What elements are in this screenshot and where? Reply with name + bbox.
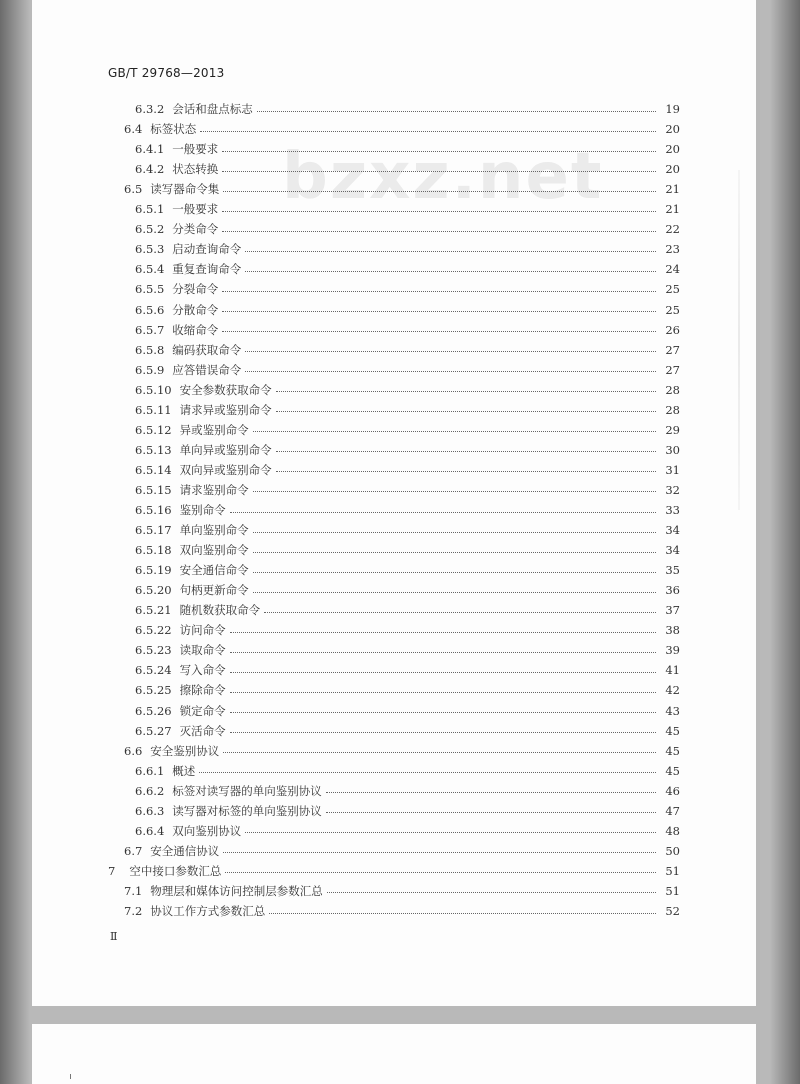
toc-entry-page: 52	[665, 904, 680, 918]
toc-leader-dots	[253, 592, 656, 593]
toc-entry-title: 安全通信协议	[150, 843, 220, 858]
toc-entry-title: 擦除命令	[179, 683, 226, 698]
toc-leader-dots	[245, 251, 656, 252]
toc-entry-title: 锁定命令	[179, 703, 226, 718]
toc-leader-dots	[245, 271, 656, 272]
toc-entry[interactable]	[135, 721, 680, 741]
toc-leader-dots	[253, 491, 656, 492]
toc-entry-title: 标签状态	[150, 122, 197, 137]
toc-entry-number: 6.5.3	[135, 242, 165, 257]
toc-entry-number: 6.5.8	[135, 342, 165, 357]
toc-entry-number: 6.5.5	[135, 282, 165, 297]
toc-entry-number: 6.5.19	[135, 563, 172, 578]
toc-leader-dots	[276, 471, 656, 472]
toc-entry-number: 6.5.22	[135, 623, 172, 638]
toc-leader-dots	[245, 371, 656, 372]
toc-entry-title: 请求异或鉴别命令	[179, 402, 272, 417]
toc-entry-page: 51	[665, 883, 680, 898]
toc-entry-page: 28	[665, 402, 680, 417]
toc-entry-title: 状态转换	[172, 162, 219, 177]
toc-entry[interactable]	[124, 119, 680, 139]
toc-entry-page: 45	[665, 743, 680, 758]
toc-entry[interactable]	[135, 320, 680, 340]
toc-entry-title: 单向鉴别命令	[179, 523, 249, 538]
toc-entry-number: 6.5.18	[135, 543, 172, 558]
toc-entry[interactable]	[135, 460, 680, 480]
toc-leader-dots	[223, 191, 656, 192]
toc-entry-title: 双向鉴别命令	[179, 543, 249, 558]
toc-entry-page: 45	[665, 763, 680, 778]
toc-entry-number: 6.5.17	[135, 523, 172, 538]
toc-entry-title: 分散命令	[172, 302, 219, 317]
toc-entry-page: 37	[665, 603, 680, 618]
toc-entry-page: 29	[665, 422, 680, 437]
toc-entry[interactable]	[135, 560, 680, 580]
toc-entry-number: 6.6.2	[135, 783, 165, 798]
toc-leader-dots	[222, 151, 656, 152]
toc-entry-number: 6.5.10	[135, 382, 172, 397]
toc-entry-title: 应答错误命令	[172, 362, 242, 377]
toc-entry-title: 空中接口参数汇总	[129, 863, 222, 878]
toc-leader-dots	[230, 632, 656, 633]
toc-entry-number: 6.5.9	[135, 362, 165, 377]
toc-entry-page: 41	[665, 663, 680, 678]
toc-leader-dots	[230, 712, 656, 713]
toc-entry-title: 一般要求	[172, 142, 219, 157]
toc-entry-number: 6.6.4	[135, 823, 165, 838]
toc-entry[interactable]	[135, 219, 680, 239]
toc-entry-page: 46	[665, 783, 680, 798]
toc-entry-page: 26	[665, 322, 680, 337]
toc-entry[interactable]	[135, 801, 680, 821]
toc-entry-title: 异或鉴别命令	[179, 422, 249, 437]
toc-entry-number: 6.5.24	[135, 663, 172, 678]
toc-entry[interactable]	[135, 540, 680, 560]
toc-leader-dots	[230, 652, 656, 653]
toc-entry[interactable]	[124, 901, 680, 921]
toc-entry[interactable]	[135, 340, 680, 360]
toc-leader-dots	[276, 411, 656, 412]
toc-entry-number: 6.5.25	[135, 683, 172, 698]
toc-entry-page: 47	[665, 803, 680, 818]
toc-entry[interactable]	[135, 640, 680, 660]
toc-entry-title: 分裂命令	[172, 282, 219, 297]
toc-entry-page: 25	[665, 302, 680, 317]
toc-entry-page: 21	[665, 182, 680, 197]
toc-leader-dots	[230, 692, 656, 693]
toc-entry-number: 6.5.4	[135, 262, 165, 277]
toc-entry-page: 19	[665, 102, 680, 116]
toc-entry[interactable]	[135, 99, 680, 119]
document-page	[32, 0, 756, 1006]
toc-leader-dots	[264, 612, 656, 613]
toc-leader-dots	[222, 291, 656, 292]
toc-entry[interactable]	[135, 440, 680, 460]
toc-entry[interactable]	[135, 199, 680, 219]
toc-entry[interactable]	[124, 841, 680, 861]
toc-entry[interactable]	[135, 660, 680, 680]
toc-entry-number: 6.4.1	[135, 142, 165, 157]
toc-entry[interactable]	[124, 179, 680, 199]
toc-entry-page: 20	[665, 122, 680, 137]
toc-entry-number: 6.5.16	[135, 503, 172, 517]
watermark: bzxz.net	[282, 140, 604, 214]
toc-entry-title: 概述	[172, 763, 196, 778]
toc-entry-number: 6.5.15	[135, 482, 172, 497]
toc-entry-number: 6.4	[124, 122, 143, 137]
toc-entry[interactable]	[135, 239, 680, 259]
toc-entry-title: 双向鉴别协议	[172, 823, 242, 838]
toc-entry[interactable]	[135, 300, 680, 320]
toc-entry[interactable]	[135, 279, 680, 299]
toc-entry-title: 读写器对标签的单向鉴别协议	[172, 803, 322, 818]
toc-leader-dots	[222, 331, 656, 332]
toc-entry-title: 句柄更新命令	[179, 583, 249, 598]
toc-entry-number: 6.5.26	[135, 703, 172, 718]
toc-entry-title: 请求鉴别命令	[179, 482, 249, 497]
toc-leader-dots	[225, 872, 656, 873]
toc-leader-dots	[276, 391, 656, 392]
toc-entry-page: 39	[665, 643, 680, 658]
toc-entry-page: 32	[665, 482, 680, 497]
toc-entry-title: 灭活命令	[179, 723, 226, 738]
toc-entry-number: 6.5.2	[135, 222, 165, 237]
toc-entry[interactable]	[124, 881, 680, 901]
toc-entry-page: 35	[665, 563, 680, 578]
toc-leader-dots	[253, 431, 656, 432]
toc-entry-page: 50	[665, 843, 680, 858]
toc-entry-title: 协议工作方式参数汇总	[150, 904, 266, 918]
toc-leader-dots	[327, 892, 656, 893]
page-mark	[70, 1074, 71, 1079]
toc-leader-dots	[245, 351, 656, 352]
toc-entry-number: 6.5.7	[135, 322, 165, 337]
toc-entry-page: 24	[665, 262, 680, 277]
toc-entry[interactable]	[135, 580, 680, 600]
toc-entry-number: 6.6	[124, 743, 143, 758]
toc-leader-dots	[326, 792, 656, 793]
toc-leader-dots	[253, 572, 656, 573]
toc-entry-number: 6.6.3	[135, 803, 165, 818]
toc-entry-page: 28	[665, 382, 680, 397]
toc-leader-dots	[230, 732, 656, 733]
toc-leader-dots	[230, 512, 656, 513]
toc-leader-dots	[223, 752, 656, 753]
toc-entry-title: 启动查询命令	[172, 242, 242, 257]
toc-entry[interactable]	[135, 420, 680, 440]
toc-entry-title: 访问命令	[179, 623, 226, 638]
toc-entry[interactable]	[135, 701, 680, 721]
toc-leader-dots	[253, 552, 656, 553]
toc-leader-dots	[253, 532, 656, 533]
toc-leader-dots	[222, 211, 656, 212]
toc-leader-dots	[269, 913, 656, 914]
toc-entry-title: 一般要求	[172, 202, 219, 217]
toc-leader-dots	[199, 772, 656, 773]
toc-entry[interactable]	[135, 400, 680, 420]
toc-entry-number: 6.5.21	[135, 603, 172, 618]
toc-entry-page: 43	[665, 703, 680, 718]
standard-number-header: GB/T 29768—2013	[108, 66, 225, 80]
toc-entry[interactable]	[135, 600, 680, 620]
toc-entry-title: 安全参数获取命令	[179, 382, 272, 397]
toc-entry-title: 会话和盘点标志	[172, 102, 253, 116]
toc-entry[interactable]	[135, 380, 680, 400]
toc-entry[interactable]	[135, 821, 680, 841]
toc-entry-page: 51	[665, 863, 680, 878]
toc-entry-page: 34	[665, 523, 680, 538]
toc-entry-page: 25	[665, 282, 680, 297]
toc-entry-number: 7.2	[124, 904, 143, 918]
toc-entry-page: 34	[665, 543, 680, 558]
toc-leader-dots	[230, 672, 656, 673]
toc-leader-dots	[222, 171, 656, 172]
toc-entry-page: 45	[665, 723, 680, 738]
toc-entry-title: 写入命令	[179, 663, 226, 678]
toc-entry-number: 6.5.11	[135, 402, 172, 417]
toc-entry-page: 38	[665, 623, 680, 638]
toc-leader-dots	[222, 231, 656, 232]
toc-entry-number: 6.5.13	[135, 442, 172, 457]
toc-entry-number: 6.5.27	[135, 723, 172, 738]
toc-entry-page: 21	[665, 202, 680, 217]
toc-entry[interactable]	[124, 741, 680, 761]
toc-entry-number: 6.5.6	[135, 302, 165, 317]
toc-leader-dots	[245, 832, 656, 833]
toc-entry-number: 6.6.1	[135, 763, 165, 778]
toc-entry-title: 双向异或鉴别命令	[179, 462, 272, 477]
toc-entry-number: 6.5.20	[135, 583, 172, 598]
toc-entry[interactable]	[135, 259, 680, 279]
toc-entry-page: 27	[665, 362, 680, 377]
toc-entry-number: 6.3.2	[135, 102, 165, 116]
scan-edge-mark	[738, 170, 740, 510]
toc-entry[interactable]	[108, 861, 680, 881]
toc-entry-number: 6.5.12	[135, 422, 172, 437]
toc-entry[interactable]	[135, 620, 680, 640]
toc-entry-title: 分类命令	[172, 222, 219, 237]
toc-entry[interactable]	[135, 360, 680, 380]
toc-entry[interactable]	[135, 520, 680, 540]
toc-entry-page: 22	[665, 222, 680, 237]
toc-entry[interactable]	[135, 680, 680, 700]
toc-entry-title: 安全通信命令	[179, 563, 249, 578]
toc-entry-page: 23	[665, 242, 680, 257]
toc-entry-number: 6.5	[124, 182, 143, 197]
toc-entry-page: 30	[665, 442, 680, 457]
toc-entry-title: 收缩命令	[172, 322, 219, 337]
toc-entry-title: 标签对读写器的单向鉴别协议	[172, 783, 322, 798]
toc-entry-title: 安全鉴别协议	[150, 743, 220, 758]
toc-entry-page: 42	[665, 683, 680, 698]
toc-entry-page: 33	[665, 503, 680, 517]
toc-entry-number: 6.5.1	[135, 202, 165, 217]
toc-leader-dots	[257, 111, 656, 112]
toc-entry-title: 读取命令	[179, 643, 226, 658]
toc-entry-page: 31	[665, 462, 680, 477]
toc-entry[interactable]	[135, 500, 680, 520]
toc-entry-page: 20	[665, 162, 680, 177]
toc-entry-number: 7	[108, 863, 116, 878]
page-number-roman: Ⅱ	[110, 930, 118, 943]
toc-entry-number: 6.5.23	[135, 643, 172, 658]
toc-leader-dots	[276, 451, 656, 452]
toc-entry-page: 48	[665, 823, 680, 838]
next-document-page	[32, 1024, 756, 1084]
toc-entry-number: 6.4.2	[135, 162, 165, 177]
toc-leader-dots	[223, 852, 656, 853]
toc-entry-title: 编码获取命令	[172, 342, 242, 357]
toc-entry-title: 鉴别命令	[179, 503, 226, 517]
toc-entry-page: 36	[665, 583, 680, 598]
toc-entry-title: 重复查询命令	[172, 262, 242, 277]
toc-entry-number: 7.1	[124, 883, 143, 898]
toc-entry-number: 6.5.14	[135, 462, 172, 477]
toc-entry-title: 随机数获取命令	[179, 603, 261, 618]
toc-entry-number: 6.7	[124, 843, 143, 858]
toc-leader-dots	[222, 311, 656, 312]
toc-entry[interactable]	[135, 480, 680, 500]
toc-entry[interactable]	[135, 139, 680, 159]
toc-entry-page: 27	[665, 342, 680, 357]
toc-entry[interactable]	[135, 781, 680, 801]
toc-entry[interactable]	[135, 159, 680, 179]
toc-entry-title: 单向异或鉴别命令	[179, 442, 272, 457]
toc-entry[interactable]	[135, 761, 680, 781]
toc-leader-dots	[200, 131, 656, 132]
toc-entry-title: 读写器命令集	[150, 182, 220, 197]
toc-entry-page: 20	[665, 142, 680, 157]
toc-leader-dots	[326, 812, 656, 813]
toc-entry-title: 物理层和媒体访问控制层参数汇总	[150, 883, 323, 898]
